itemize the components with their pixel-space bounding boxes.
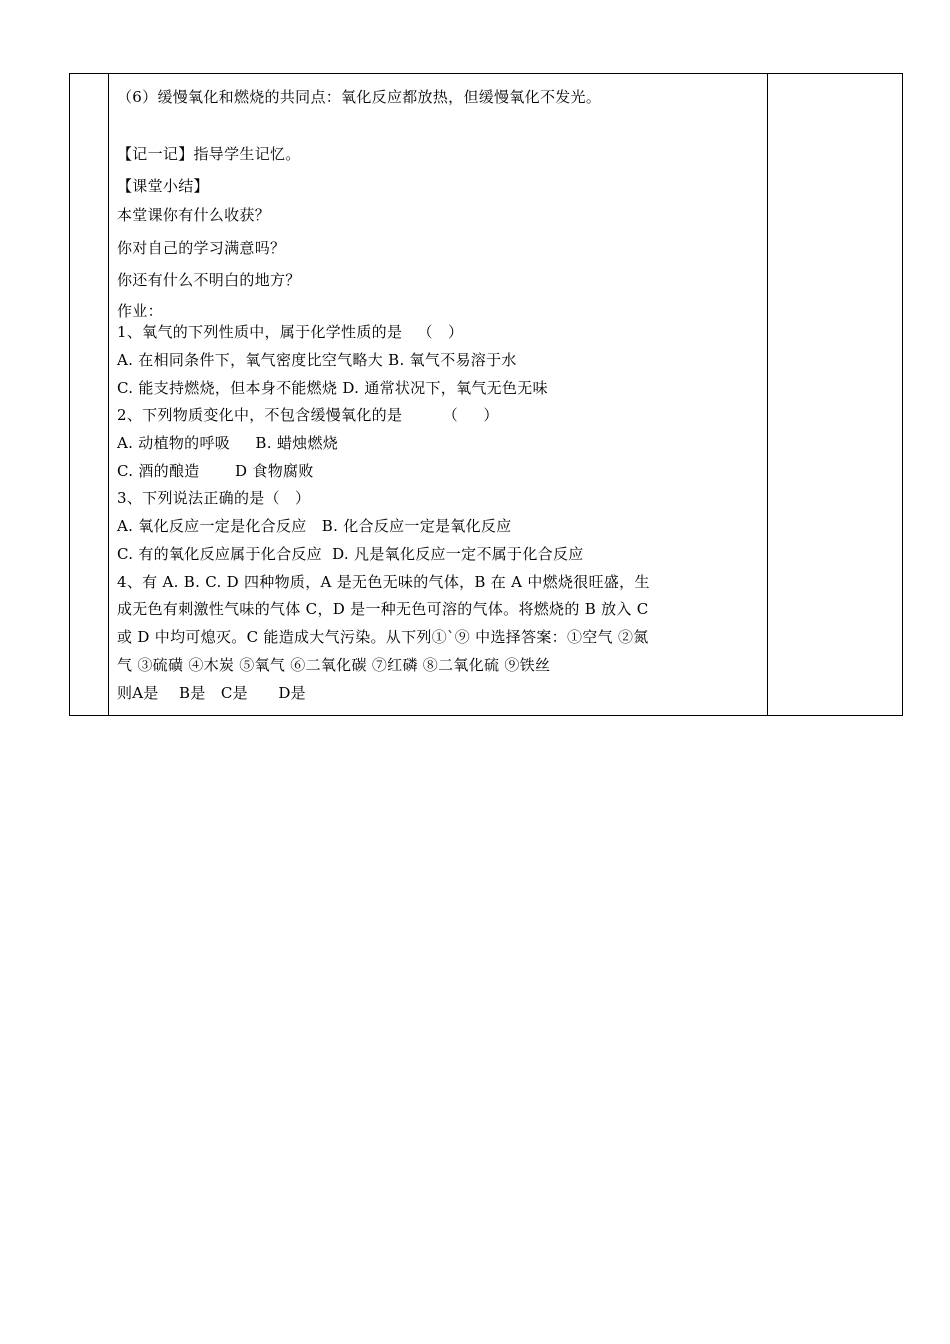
question-1-options-cd: C. 能支持燃烧，但本身不能燃烧 D. 通常状况下，氧气无色无味 (117, 379, 548, 397)
summary-heading: 【课堂小结】 (117, 177, 209, 195)
summary-question-2: 你对自己的学习满意吗？ (117, 239, 286, 257)
question-4-line-2: 成无色有刺激性气味的气体 C，D 是一种无色可溶的气体。将燃烧的 B 放入 C (117, 600, 649, 618)
homework-heading: 作业： (117, 302, 163, 320)
question-2-options-cd: C. 酒的酿造 D 食物腐败 (117, 462, 314, 480)
question-4-line-3: 或 D 中均可熄灭。C 能造成大气污染。从下列①`⑨ 中选择答案：①空气 ②氮 (117, 628, 649, 646)
question-1-options-ab: A. 在相同条件下，氧气密度比空气略大 B. 氧气不易溶于水 (117, 351, 517, 369)
memorize-heading: 【记一记】指导学生记忆。 (117, 145, 301, 163)
column-divider-left (108, 74, 109, 715)
question-3-options-ab: A. 氧化反应一定是化合反应 B. 化合反应一定是氧化反应 (117, 517, 512, 535)
summary-question-1: 本堂课你有什么收获？ (117, 206, 271, 224)
question-4-answer-blanks: 则A是 B是 C是 D是 (117, 684, 306, 702)
note-slow-oxidation: （6）缓慢氧化和燃烧的共同点：氧化反应都放热，但缓慢氧化不发光。 (117, 88, 602, 106)
summary-question-3: 你还有什么不明白的地方？ (117, 271, 301, 289)
question-4-line-1: 4、有 A. B. C. D 四种物质，A 是无色无味的气体，B 在 A 中燃烧很旺盛，生 (117, 573, 650, 591)
question-2: 2、下列物质变化中，不包含缓慢氧化的是 （ ） (117, 406, 499, 424)
question-1: 1、氧气的下列性质中，属于化学性质的是 （ ） (117, 323, 464, 341)
question-4-line-4: 气 ③硫磺 ④木炭 ⑤氧气 ⑥二氧化碳 ⑦红磷 ⑧二氧化硫 ⑨铁丝 (117, 656, 551, 674)
column-divider-right (767, 74, 768, 715)
question-3-options-cd: C. 有的氧化反应属于化合反应 D. 凡是氧化反应一定不属于化合反应 (117, 545, 584, 563)
question-2-options-ab: A. 动植物的呼吸 B. 蜡烛燃烧 (117, 434, 339, 452)
question-3: 3、下列说法正确的是（ ） (117, 489, 311, 507)
